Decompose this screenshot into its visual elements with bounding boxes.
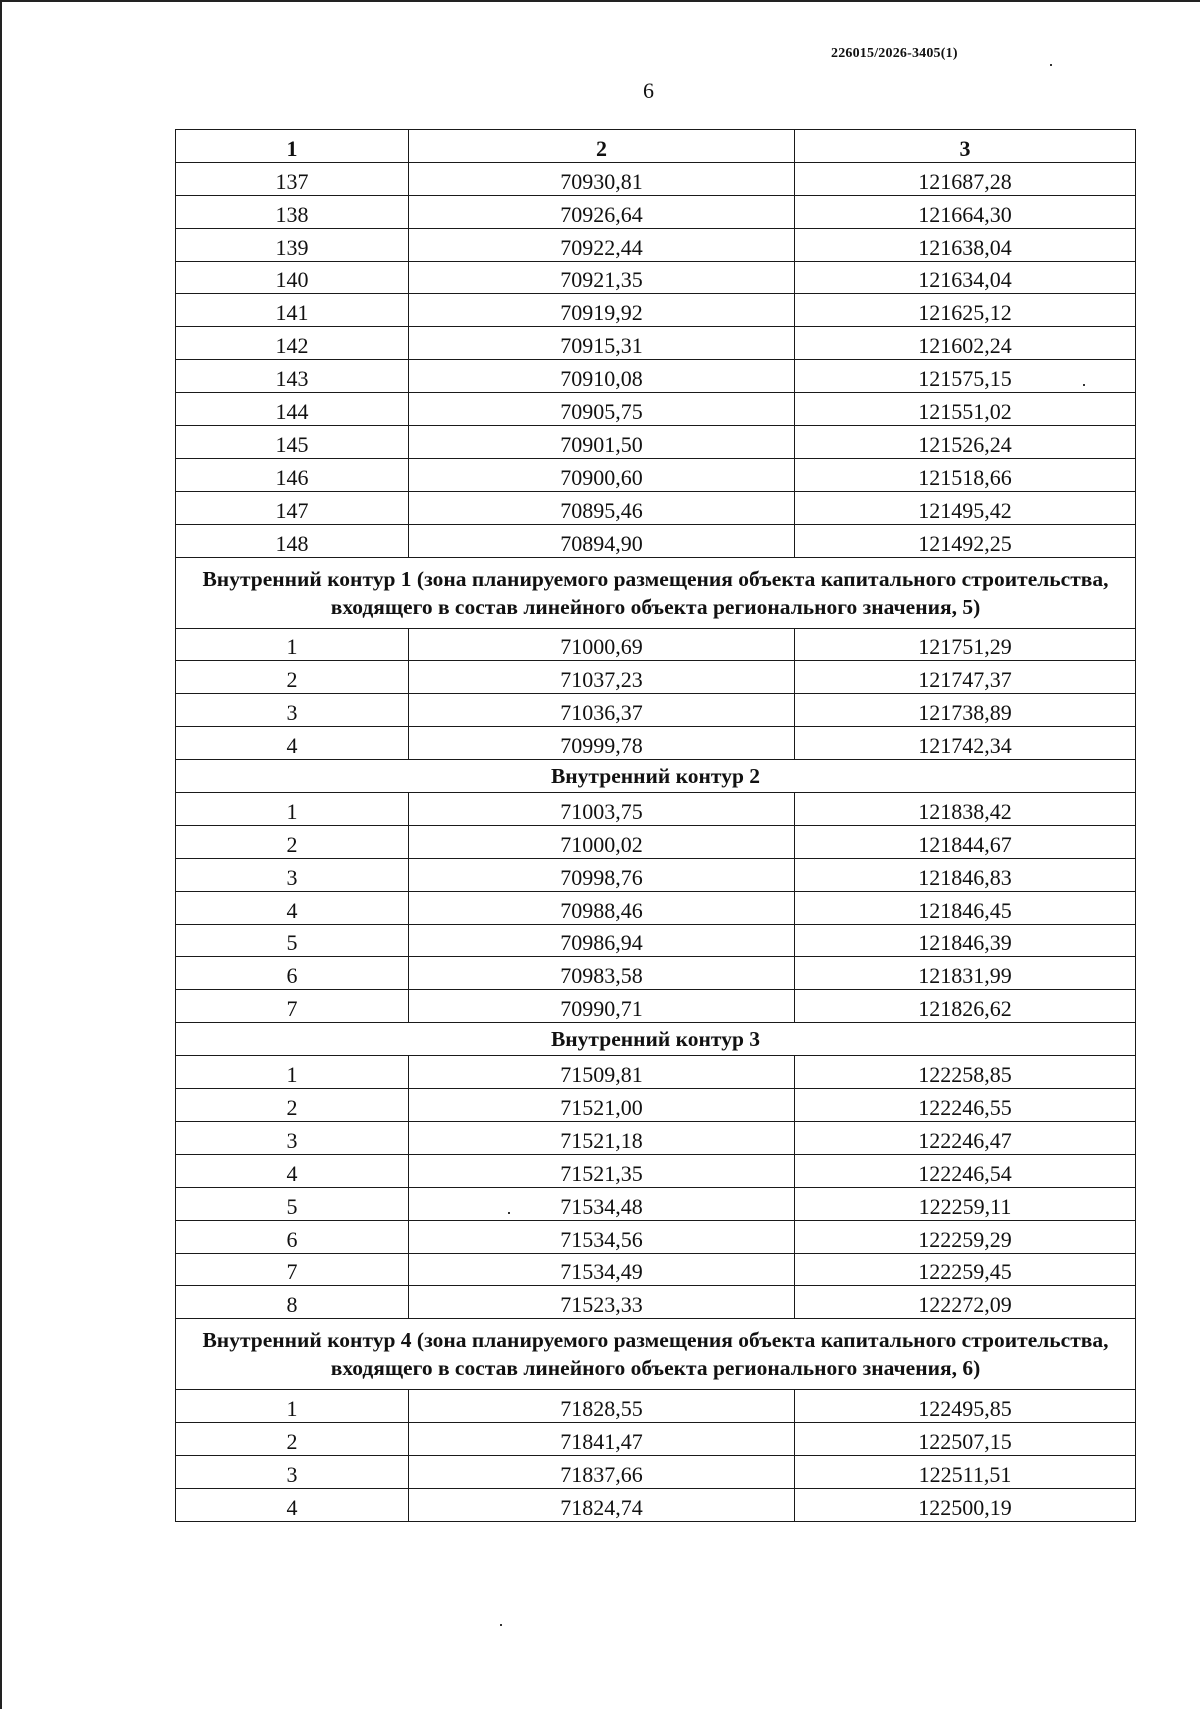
table-row	[176, 426, 1136, 459]
table-row	[176, 1423, 1136, 1456]
y-coordinate-cell: 121742,34	[795, 727, 1136, 760]
y-coordinate-cell: 122507,15	[795, 1423, 1136, 1456]
x-coordinate-cell: 71534,49	[409, 1253, 795, 1286]
x-coordinate-cell: 70926,64	[409, 195, 795, 228]
table-row	[176, 228, 1136, 261]
y-coordinate-cell: 122258,85	[795, 1056, 1136, 1089]
y-coordinate-cell: 122246,47	[795, 1121, 1136, 1154]
point-number-cell: 7	[176, 1253, 409, 1286]
point-number-cell: 145	[176, 426, 409, 459]
table-row	[176, 1154, 1136, 1187]
point-number-cell: 142	[176, 327, 409, 360]
x-coordinate-cell: 71000,69	[409, 628, 795, 661]
table-row	[176, 661, 1136, 694]
point-number-cell: 4	[176, 727, 409, 760]
column-header-2: 2	[409, 130, 795, 163]
point-number-cell: 3	[176, 694, 409, 727]
point-number-cell: 7	[176, 990, 409, 1023]
x-coordinate-cell: 71003,75	[409, 793, 795, 826]
y-coordinate-cell: 121751,29	[795, 628, 1136, 661]
point-number-cell: 141	[176, 294, 409, 327]
y-coordinate-cell: 121838,42	[795, 793, 1136, 826]
y-coordinate-cell: 121846,39	[795, 924, 1136, 957]
table-row	[176, 825, 1136, 858]
column-header-3: 3	[795, 130, 1136, 163]
column-header-1: 1	[176, 130, 409, 163]
point-number-cell: 4	[176, 1488, 409, 1521]
y-coordinate-cell: 121831,99	[795, 957, 1136, 990]
x-coordinate-cell: 71837,66	[409, 1456, 795, 1489]
y-coordinate-cell: 122259,29	[795, 1220, 1136, 1253]
table-row	[176, 1253, 1136, 1286]
point-number-cell: 2	[176, 825, 409, 858]
table-row	[176, 327, 1136, 360]
table-header-row	[176, 130, 1136, 163]
y-coordinate-cell: 121492,25	[795, 524, 1136, 557]
y-coordinate-cell: 121846,83	[795, 858, 1136, 891]
x-coordinate-cell: 71824,74	[409, 1488, 795, 1521]
y-coordinate-cell: 121551,02	[795, 393, 1136, 426]
x-coordinate-cell: 70922,44	[409, 228, 795, 261]
table-row	[176, 393, 1136, 426]
table-row	[176, 1456, 1136, 1489]
y-coordinate-cell: 121844,67	[795, 825, 1136, 858]
x-coordinate-cell: 70983,58	[409, 957, 795, 990]
section-title: Внутренний контур 4 (зона планируемого размещения объекта капитального строительства, входящего в состав линейного объекта регионального значения, 6)	[176, 1319, 1136, 1390]
x-coordinate-cell: 71828,55	[409, 1390, 795, 1423]
section-title: Внутренний контур 3	[176, 1023, 1136, 1056]
point-number-cell: 4	[176, 1154, 409, 1187]
table-row	[176, 360, 1136, 393]
table-row	[176, 261, 1136, 294]
table-row	[176, 694, 1136, 727]
x-coordinate-cell: 70894,90	[409, 524, 795, 557]
x-coordinate-cell: 70998,76	[409, 858, 795, 891]
x-coordinate-cell: 70905,75	[409, 393, 795, 426]
x-coordinate-cell: 71521,35	[409, 1154, 795, 1187]
table-row	[176, 957, 1136, 990]
point-number-cell: 8	[176, 1286, 409, 1319]
point-number-cell: 3	[176, 1456, 409, 1489]
point-number-cell: 1	[176, 793, 409, 826]
table-row	[176, 1286, 1136, 1319]
point-number-cell: 147	[176, 491, 409, 524]
x-coordinate-cell: 70988,46	[409, 891, 795, 924]
x-coordinate-cell: 70999,78	[409, 727, 795, 760]
page-number: 6	[643, 78, 654, 103]
coordinates-table	[175, 129, 1136, 1522]
y-coordinate-cell: 121664,30	[795, 195, 1136, 228]
coordinates-table-body	[176, 130, 1136, 1522]
x-coordinate-cell: 71534,56	[409, 1220, 795, 1253]
y-coordinate-cell: 121638,04	[795, 228, 1136, 261]
y-coordinate-cell: 121687,28	[795, 162, 1136, 195]
x-coordinate-cell: 71534,48	[409, 1187, 795, 1220]
x-coordinate-cell: 70930,81	[409, 162, 795, 195]
table-row	[176, 1390, 1136, 1423]
table-row	[176, 524, 1136, 557]
point-number-cell: 137	[176, 162, 409, 195]
y-coordinate-cell: 121602,24	[795, 327, 1136, 360]
table-row	[176, 195, 1136, 228]
x-coordinate-cell: 71037,23	[409, 661, 795, 694]
x-coordinate-cell: 70900,60	[409, 458, 795, 491]
table-row	[176, 491, 1136, 524]
table-row	[176, 1089, 1136, 1122]
y-coordinate-cell: 121634,04	[795, 261, 1136, 294]
x-coordinate-cell: 71841,47	[409, 1423, 795, 1456]
table-row	[176, 628, 1136, 661]
y-coordinate-cell: 122500,19	[795, 1488, 1136, 1521]
point-number-cell: 3	[176, 1121, 409, 1154]
y-coordinate-cell: 121846,45	[795, 891, 1136, 924]
scan-speck	[500, 1624, 502, 1626]
x-coordinate-cell: 70990,71	[409, 990, 795, 1023]
x-coordinate-cell: 70910,08	[409, 360, 795, 393]
point-number-cell: 143	[176, 360, 409, 393]
section-title-row	[176, 557, 1136, 628]
section-title-row	[176, 1319, 1136, 1390]
point-number-cell: 5	[176, 924, 409, 957]
y-coordinate-cell: 121575,15	[795, 360, 1136, 393]
table-row	[176, 1121, 1136, 1154]
x-coordinate-cell: 71036,37	[409, 694, 795, 727]
table-row	[176, 1488, 1136, 1521]
table-row	[176, 990, 1136, 1023]
point-number-cell: 5	[176, 1187, 409, 1220]
point-number-cell: 6	[176, 1220, 409, 1253]
y-coordinate-cell: 121826,62	[795, 990, 1136, 1023]
point-number-cell: 2	[176, 1089, 409, 1122]
point-number-cell: 139	[176, 228, 409, 261]
table-row	[176, 294, 1136, 327]
section-title-row	[176, 760, 1136, 793]
y-coordinate-cell: 122246,54	[795, 1154, 1136, 1187]
table-row	[176, 458, 1136, 491]
x-coordinate-cell: 70895,46	[409, 491, 795, 524]
table-row	[176, 1220, 1136, 1253]
x-coordinate-cell: 70901,50	[409, 426, 795, 459]
point-number-cell: 146	[176, 458, 409, 491]
table-row	[176, 793, 1136, 826]
point-number-cell: 1	[176, 1390, 409, 1423]
point-number-cell: 4	[176, 891, 409, 924]
y-coordinate-cell: 121738,89	[795, 694, 1136, 727]
table-row	[176, 727, 1136, 760]
y-coordinate-cell: 122495,85	[795, 1390, 1136, 1423]
y-coordinate-cell: 121526,24	[795, 426, 1136, 459]
section-title: Внутренний контур 2	[176, 760, 1136, 793]
point-number-cell: 3	[176, 858, 409, 891]
scan-speck	[1050, 64, 1052, 66]
y-coordinate-cell: 121495,42	[795, 491, 1136, 524]
point-number-cell: 140	[176, 261, 409, 294]
y-coordinate-cell: 122246,55	[795, 1089, 1136, 1122]
table-row	[176, 891, 1136, 924]
y-coordinate-cell: 122259,11	[795, 1187, 1136, 1220]
point-number-cell: 144	[176, 393, 409, 426]
section-title: Внутренний контур 1 (зона планируемого размещения объекта капитального строительства, входящего в состав линейного объекта регионального значения, 5)	[176, 557, 1136, 628]
table-row	[176, 1056, 1136, 1089]
table-row	[176, 858, 1136, 891]
point-number-cell: 1	[176, 628, 409, 661]
point-number-cell: 1	[176, 1056, 409, 1089]
point-number-cell: 6	[176, 957, 409, 990]
y-coordinate-cell: 121625,12	[795, 294, 1136, 327]
table-row	[176, 162, 1136, 195]
y-coordinate-cell: 122272,09	[795, 1286, 1136, 1319]
y-coordinate-cell: 121747,37	[795, 661, 1136, 694]
x-coordinate-cell: 71523,33	[409, 1286, 795, 1319]
point-number-cell: 2	[176, 1423, 409, 1456]
y-coordinate-cell: 121518,66	[795, 458, 1136, 491]
x-coordinate-cell: 71000,02	[409, 825, 795, 858]
x-coordinate-cell: 71509,81	[409, 1056, 795, 1089]
x-coordinate-cell: 71521,18	[409, 1121, 795, 1154]
x-coordinate-cell: 70986,94	[409, 924, 795, 957]
x-coordinate-cell: 71521,00	[409, 1089, 795, 1122]
x-coordinate-cell: 70919,92	[409, 294, 795, 327]
table-row	[176, 1187, 1136, 1220]
section-title-row	[176, 1023, 1136, 1056]
y-coordinate-cell: 122259,45	[795, 1253, 1136, 1286]
point-number-cell: 2	[176, 661, 409, 694]
x-coordinate-cell: 70921,35	[409, 261, 795, 294]
y-coordinate-cell: 122511,51	[795, 1456, 1136, 1489]
document-number: 226015/2026-3405(1)	[831, 46, 958, 61]
x-coordinate-cell: 70915,31	[409, 327, 795, 360]
point-number-cell: 148	[176, 524, 409, 557]
point-number-cell: 138	[176, 195, 409, 228]
table-row	[176, 924, 1136, 957]
